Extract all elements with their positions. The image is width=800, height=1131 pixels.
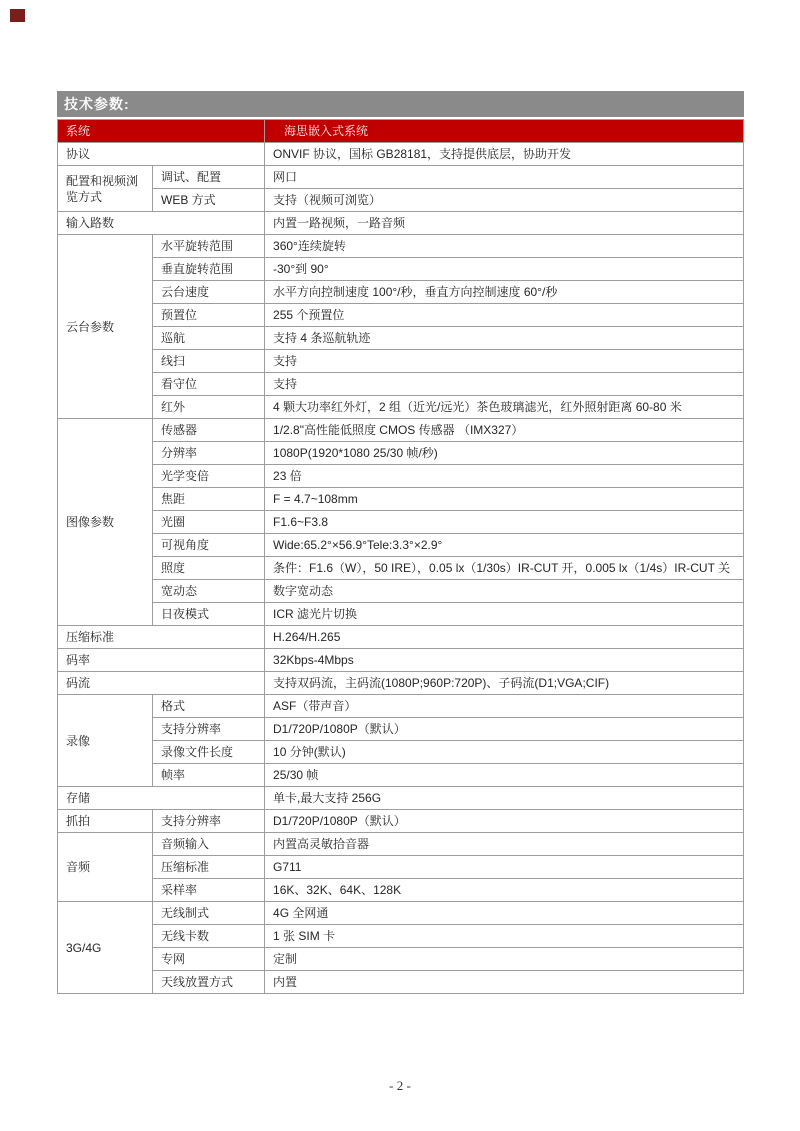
spec-sub-label: 天线放置方式 [153, 971, 265, 994]
spec-sub-label: 格式 [153, 695, 265, 718]
spec-row [58, 948, 744, 971]
spec-group-label: 输入路数 [58, 212, 265, 235]
spec-value: 360°连续旋转 [265, 235, 744, 258]
spec-row [58, 442, 744, 465]
spec-row [58, 327, 744, 350]
spec-row [58, 511, 744, 534]
spec-value: 1/2.8"高性能低照度 CMOS 传感器 （IMX327） [265, 419, 744, 442]
spec-value: 单卡,最大支持 256G [265, 787, 744, 810]
spec-sub-label: 宽动态 [153, 580, 265, 603]
spec-sub-label: 录像文件长度 [153, 741, 265, 764]
spec-value: H.264/H.265 [265, 626, 744, 649]
spec-sub-label: WEB 方式 [153, 189, 265, 212]
spec-value: ASF（带声音） [265, 695, 744, 718]
spec-row [58, 281, 744, 304]
spec-value: F1.6~F3.8 [265, 511, 744, 534]
spec-value: 4G 全网通 [265, 902, 744, 925]
spec-value: 水平方向控制速度 100°/秒，垂直方向控制速度 60°/秒 [265, 281, 744, 304]
spec-sub-label: 可视角度 [153, 534, 265, 557]
spec-sub-label: 日夜模式 [153, 603, 265, 626]
page-number: - 2 - [389, 1078, 411, 1093]
spec-group-label: 云台参数 [58, 235, 153, 419]
spec-row [58, 189, 744, 212]
spec-sub-label: 红外 [153, 396, 265, 419]
spec-row [58, 718, 744, 741]
spec-group-label: 码流 [58, 672, 265, 695]
spec-value: 16K、32K、64K、128K [265, 879, 744, 902]
spec-group-label: 3G/4G [58, 902, 153, 994]
spec-sub-label: 帧率 [153, 764, 265, 787]
spec-value: 25/30 帧 [265, 764, 744, 787]
spec-value: 23 倍 [265, 465, 744, 488]
spec-group-label: 录像 [58, 695, 153, 787]
spec-row [58, 902, 744, 925]
spec-value: 1080P(1920*1080 25/30 帧/秒) [265, 442, 744, 465]
spec-row [58, 925, 744, 948]
spec-row [58, 350, 744, 373]
spec-row [58, 258, 744, 281]
spec-value: 支持双码流，主码流(1080P;960P:720P)、子码流(D1;VGA;CIF) [265, 672, 744, 695]
spec-row [58, 672, 744, 695]
spec-sub-label: 调试、配置 [153, 166, 265, 189]
spec-sub-label: 垂直旋转范围 [153, 258, 265, 281]
spec-value: Wide:65.2°×56.9°Tele:3.3°×2.9° [265, 534, 744, 557]
spec-sub-label: 照度 [153, 557, 265, 580]
spec-value: 支持（视频可浏览） [265, 189, 744, 212]
spec-value: 内置高灵敏拾音器 [265, 833, 744, 856]
spec-value: 10 分钟(默认) [265, 741, 744, 764]
section-title: 技术参数: [64, 96, 130, 112]
spec-row [58, 603, 744, 626]
spec-group-label: 图像参数 [58, 419, 153, 626]
spec-row [58, 626, 744, 649]
spec-group-label: 存储 [58, 787, 265, 810]
spec-value: D1/720P/1080P（默认） [265, 718, 744, 741]
spec-sub-label: 专网 [153, 948, 265, 971]
spec-row [58, 534, 744, 557]
spec-value: ICR 滤光片切换 [265, 603, 744, 626]
spec-row [58, 304, 744, 327]
spec-sub-label: 线扫 [153, 350, 265, 373]
spec-value: -30°到 90° [265, 258, 744, 281]
spec-value: G711 [265, 856, 744, 879]
spec-row [58, 810, 744, 833]
spec-sub-label: 音频输入 [153, 833, 265, 856]
spec-sub-label: 传感器 [153, 419, 265, 442]
spec-row [58, 143, 744, 166]
spec-row [58, 833, 744, 856]
spec-row [58, 419, 744, 442]
spec-row [58, 787, 744, 810]
spec-sub-label: 水平旋转范围 [153, 235, 265, 258]
spec-value: F = 4.7~108mm [265, 488, 744, 511]
spec-row [58, 166, 744, 189]
spec-value: 支持 4 条巡航轨迹 [265, 327, 744, 350]
table-header-row [58, 120, 744, 143]
spec-value: 条件：F1.6（W），50 IRE），0.05 lx（1/30s）IR-CUT 开，0.005 lx（1/4s）IR-CUT 关 [265, 557, 744, 580]
spec-value: 支持 [265, 373, 744, 396]
spec-sub-label: 焦距 [153, 488, 265, 511]
spec-group-label: 抓拍 [58, 810, 153, 833]
spec-value: 1 张 SIM 卡 [265, 925, 744, 948]
spec-row [58, 465, 744, 488]
spec-group-label: 音频 [58, 833, 153, 902]
spec-row [58, 649, 744, 672]
spec-sub-label: 压缩标准 [153, 856, 265, 879]
spec-group-label: 协议 [58, 143, 265, 166]
spec-row [58, 235, 744, 258]
spec-value: ONVIF 协议，国标 GB28181，支持提供底层，协助开发 [265, 143, 744, 166]
spec-sub-label: 光学变倍 [153, 465, 265, 488]
spec-value: 255 个预置位 [265, 304, 744, 327]
page-corner-marker [10, 9, 25, 22]
header-system-label: 系统 [58, 120, 265, 143]
section-title-bar [57, 91, 744, 117]
spec-row [58, 373, 744, 396]
spec-row [58, 212, 744, 235]
spec-value: 定制 [265, 948, 744, 971]
spec-group-label: 码率 [58, 649, 265, 672]
spec-sub-label: 预置位 [153, 304, 265, 327]
spec-row [58, 879, 744, 902]
spec-table [57, 119, 744, 994]
spec-row [58, 764, 744, 787]
spec-value: 4 颗大功率红外灯，2 组（近光/远光）茶色玻璃滤光，红外照射距离 60-80 米 [265, 396, 744, 419]
spec-sub-label: 支持分辨率 [153, 810, 265, 833]
spec-sub-label: 云台速度 [153, 281, 265, 304]
spec-sub-label: 巡航 [153, 327, 265, 350]
spec-sub-label: 无线制式 [153, 902, 265, 925]
spec-sheet [57, 91, 744, 994]
spec-group-label: 配置和视频浏览方式 [58, 166, 153, 212]
spec-value: 内置 [265, 971, 744, 994]
spec-row [58, 396, 744, 419]
spec-group-label: 压缩标准 [58, 626, 265, 649]
spec-sub-label: 看守位 [153, 373, 265, 396]
spec-sub-label: 无线卡数 [153, 925, 265, 948]
spec-value: 32Kbps-4Mbps [265, 649, 744, 672]
header-system-value: 海思嵌入式系统 [265, 120, 744, 143]
spec-value: 网口 [265, 166, 744, 189]
spec-row [58, 580, 744, 603]
spec-row [58, 971, 744, 994]
spec-sub-label: 光圈 [153, 511, 265, 534]
spec-sub-label: 采样率 [153, 879, 265, 902]
spec-row [58, 741, 744, 764]
spec-value: 数字宽动态 [265, 580, 744, 603]
spec-value: 支持 [265, 350, 744, 373]
spec-sub-label: 分辨率 [153, 442, 265, 465]
spec-value: D1/720P/1080P（默认） [265, 810, 744, 833]
spec-row [58, 557, 744, 580]
spec-row [58, 488, 744, 511]
spec-value: 内置一路视频，一路音频 [265, 212, 744, 235]
spec-row [58, 856, 744, 879]
spec-sub-label: 支持分辨率 [153, 718, 265, 741]
spec-row [58, 695, 744, 718]
